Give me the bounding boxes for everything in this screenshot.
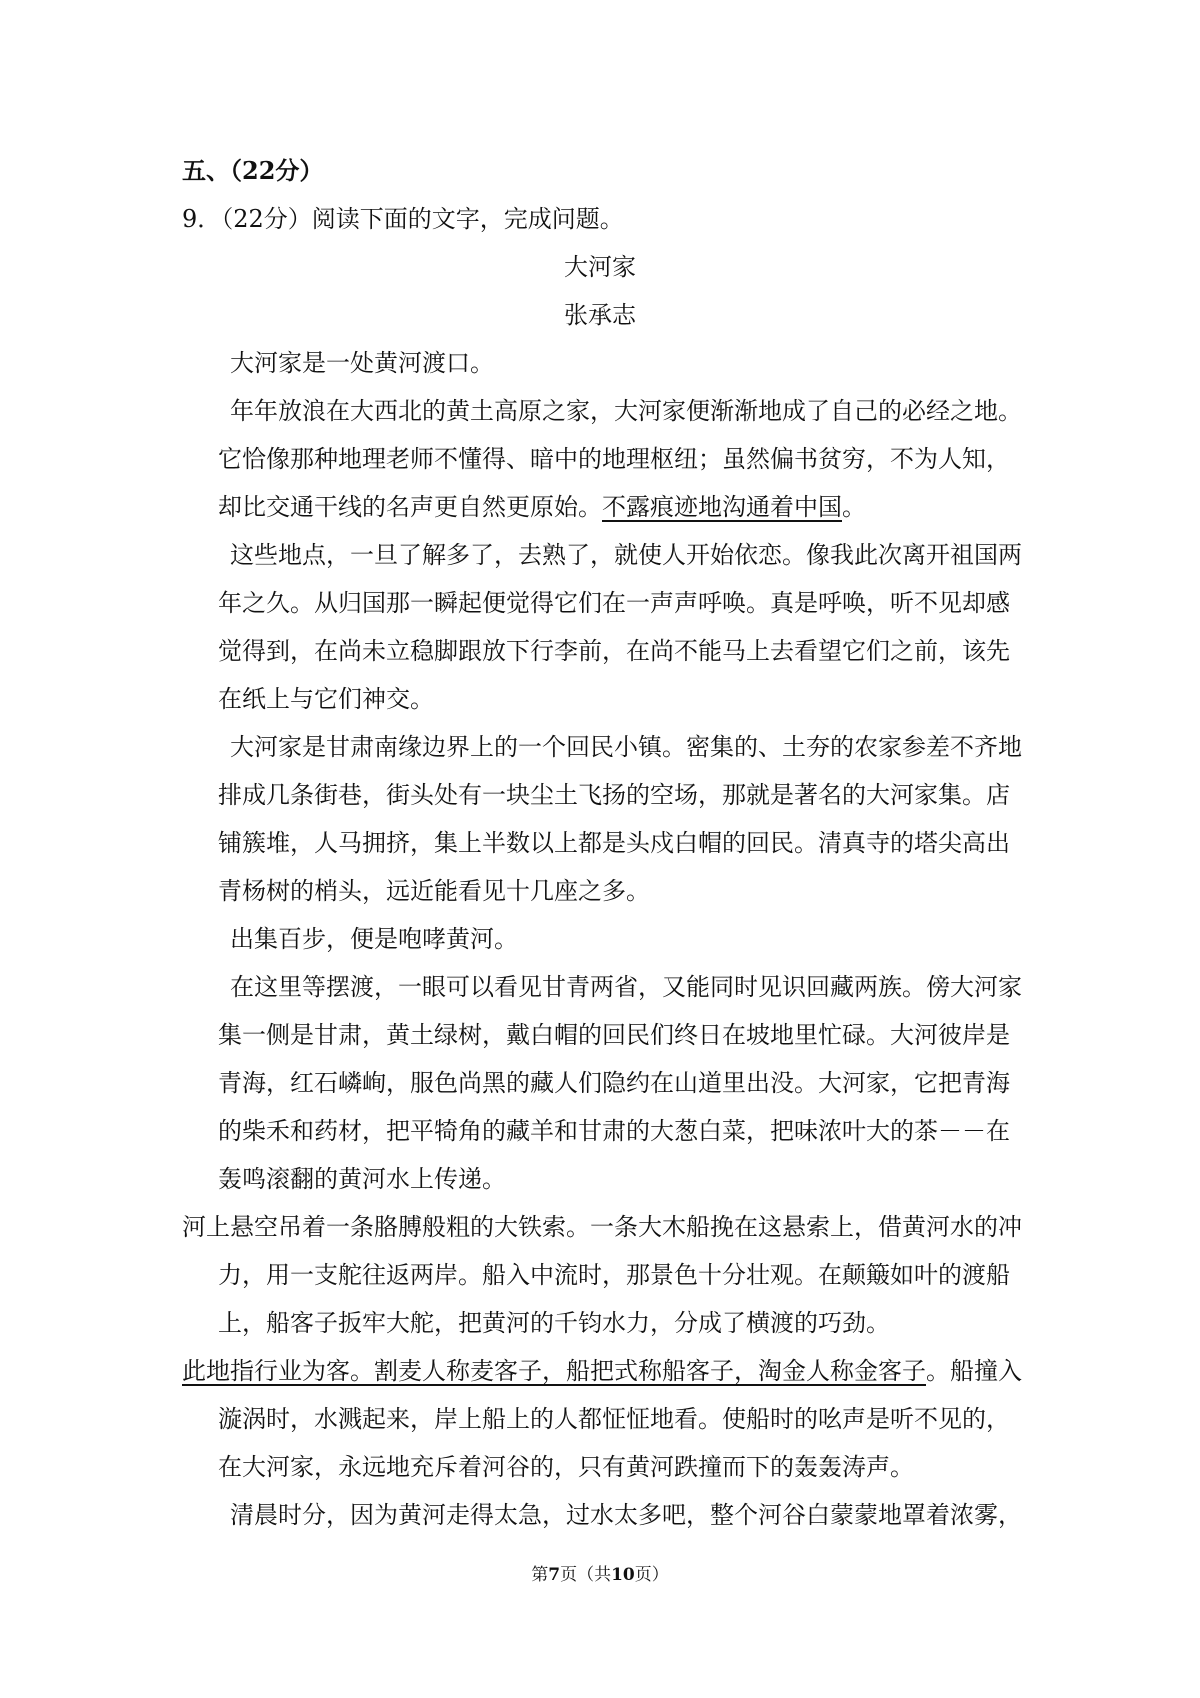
total-page-number: 10 [611, 1565, 635, 1585]
paragraph-line: 它恰像那种地理老师不懂得、暗中的地理枢纽；虽然偏书贫穷，不为人知， [218, 445, 1010, 473]
paragraph-line: 排成几条街巷，街头处有一块尘土飞扬的空场，那就是著名的大河家集。店 [218, 781, 1010, 809]
paragraph-line: 上，船客子扳牢大舵，把黄河的千钧水力，分成了横渡的巧劲。 [218, 1309, 890, 1337]
paragraph-line: 清晨时分，因为黄河走得太急，过水太多吧，整个河谷白蒙蒙地罩着浓雾， [230, 1501, 1022, 1529]
paragraph-line: 这些地点，一旦了解多了，去熟了，就使人开始依恋。像我此次离开祖国两 [230, 541, 1022, 569]
question-prompt: 9．（22分）阅读下面的文字，完成问题。 [182, 205, 624, 233]
paragraph-line: 觉得到，在尚未立稳脚跟放下行李前，在尚不能马上去看望它们之前，该先 [218, 637, 1010, 665]
article-title: 大河家 [564, 253, 636, 281]
current-page-number: 7 [548, 1565, 561, 1585]
paragraph-line: 铺簇堆，人马拥挤，集上半数以上都是头戍白帽的回民。清真寺的塔尖高出 [218, 829, 1010, 857]
paragraph-line: 年之久。从归国那一瞬起便觉得它们在一声声呼唤。真是呼唤，听不见却感 [218, 589, 1010, 617]
paragraph-line: 大河家是一处黄河渡口。 [230, 349, 494, 377]
paragraph-line [218, 491, 866, 523]
paragraph-line: 轰鸣滚翻的黄河水上传递。 [218, 1165, 506, 1193]
paragraph-line: 河上悬空吊着一条胳膊般粗的大铁索。一条大木船挽在这悬索上，借黄河水的冲 [182, 1213, 1022, 1241]
article-author: 张承志 [564, 301, 636, 329]
page-footer [0, 1564, 1200, 1586]
section-heading: 五、（22分） [182, 156, 324, 185]
paragraph-line: 的柴禾和药材，把平犄角的藏羊和甘肃的大葱白菜，把味浓叶大的茶－－在 [218, 1117, 1010, 1145]
line-text: 。 [842, 493, 866, 521]
underlined-phrase: 不露痕迹地沟通着中国 [602, 493, 842, 521]
paragraph-line: 大河家是甘肃南缘边界上的一个回民小镇。密集的、土夯的农家参差不齐地 [230, 733, 1022, 761]
footer-suffix: 页） [634, 1565, 669, 1585]
footer-prefix: 第 [531, 1565, 549, 1585]
paragraph-line: 青杨树的梢头，远近能看见十几座之多。 [218, 877, 650, 905]
paragraph-line: 集一侧是甘肃，黄土绿树，戴白帽的回民们终日在坡地里忙碌。大河彼岸是 [218, 1021, 1010, 1049]
line-text: 。船撞入 [926, 1357, 1022, 1385]
paragraph-line: 在大河家，永远地充斥着河谷的，只有黄河跌撞而下的轰轰涛声。 [218, 1453, 914, 1481]
paragraph-line [182, 1355, 1022, 1387]
underlined-phrase: 此地指行业为客。割麦人称麦客子，船把式称船客子，淘金人称金客子 [182, 1357, 926, 1385]
paragraph-line: 年年放浪在大西北的黄土高原之家，大河家便渐渐地成了自己的必经之地。 [230, 397, 1022, 425]
paragraph-line: 青海，红石嶙峋，服色尚黑的藏人们隐约在山道里出没。大河家，它把青海 [218, 1069, 1010, 1097]
paragraph-line: 在纸上与它们神交。 [218, 685, 434, 713]
paragraph-line: 漩涡时，水溅起来，岸上船上的人都怔怔地看。使船时的吆声是听不见的， [218, 1405, 1010, 1433]
paragraph-line: 出集百步，便是咆哮黄河。 [230, 925, 518, 953]
footer-mid: 页（共 [560, 1565, 612, 1585]
paragraph-line: 力，用一支舵往返两岸。船入中流时，那景色十分壮观。在颠簸如叶的渡船 [218, 1261, 1010, 1289]
paragraph-line: 在这里等摆渡，一眼可以看见甘青两省，又能同时见识回藏两族。傍大河家 [230, 973, 1022, 1001]
line-text: 却比交通干线的名声更自然更原始。 [218, 493, 602, 521]
